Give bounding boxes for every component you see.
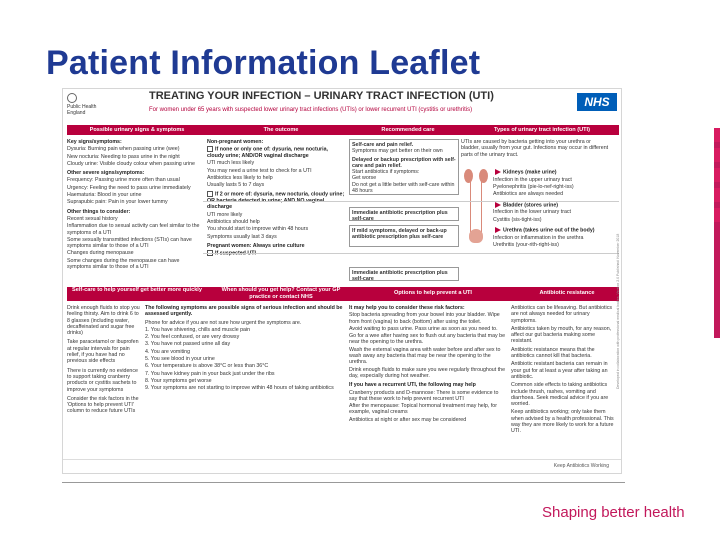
selfcare-item: Take paracetamol or ibuprofen at regular intervals for pain relief, if you have had no previous side effects [67,339,139,365]
care-3: Immediate antibiotic prescription plus self-care [352,210,448,223]
pregnant-label: Pregnant women: Always urine culture [207,242,305,249]
resistance-column [511,305,615,455]
patient-leaflet [62,88,622,474]
outcome-1-item: Usually lasts 5 to 7 days [207,182,265,189]
bottom-header-band [67,287,619,301]
recurrent-item: Cranberry products and D-mannose: There is some evidence to say that these work to help prevent recurrent UTI [349,389,499,402]
right-accent-bar [714,128,720,338]
when-help-item: 5. You see blood in your urine [145,356,215,363]
header-selfcare: Self-care to help yourself get better more quickly [72,287,202,293]
resistance-item: Antibiotic resistant bacteria can remain in your gut for at least a year after taking an antibiotic. [511,361,608,380]
key-signs-heading: Key signs/symptoms: [67,139,122,145]
prevent-item: Drink enough fluids to make sure you wee regularly throughout the day, especially during hot weather. [349,366,506,379]
outcome-1-item: UTI much less likely [207,160,255,167]
accent-stripe [714,208,720,222]
care-2: Delayed or backup prescription with self-care and pain relief. [352,156,456,169]
urethra-desc: Infection or inflammation in the urethra [493,234,584,241]
crest-icon [67,93,77,103]
care-4: If mild symptoms, delayed or back-up antibiotic prescription plus self-care [352,228,447,241]
signs-column [67,139,203,281]
key-sign: Cloudy urine: Visible cloudy colour when passing urine [67,160,195,167]
header-signs: Possible urinary signs & symptoms [89,127,185,133]
ureter-right [481,179,482,239]
accent-stripe [714,188,720,202]
resistance-item: Keep antibiotics working; only take them when advised by a health professional. This way they are more likely to work for a future UTI. [511,409,614,435]
bladder-desc: Infection in the lower urinary tract [493,209,572,216]
leaflet-header [63,89,622,123]
when-help-item: 8. Your symptoms get worse [145,377,212,384]
keep-antibiotics-working-logo: Keep Antibiotics Working [553,463,609,469]
other-sign: Frequency: Passing urine more often than usual [67,177,180,184]
resistance-item: Antibiotics can be lifesaving. But antibiotics are not always needed for urinary symptoms. [511,305,612,324]
resistance-item: Antibiotic resistance means that the antibiotics cannot kill that bacteria. [511,346,595,360]
side-note: Developed in collaboration with professional medical bodies. Version 2.0 Published: November 2018 [616,233,620,389]
accent-stripe [714,168,720,182]
outcome-1-item: Antibiotics less likely to help [207,174,273,181]
when-help-item: 2. You feel confused, or are very drowsy [145,334,240,341]
bladder-label: Bladder (stores urine) [503,202,559,208]
care-5: Immediate antibiotic prescription plus self-care [352,270,448,283]
accent-stripe [714,128,720,142]
outcome-2-item: UTI more likely [207,211,243,218]
prevent-column [349,305,507,455]
arrow-icon [495,202,501,208]
phe-logo [67,93,113,116]
kidney-left-icon [464,169,473,183]
resistance-item: Antibiotics taken by mouth, for any reason, affect our gut bacteria making some resistant. [511,325,612,345]
arrow-icon [495,169,501,175]
other-sign: Urgency: Feeling the need to pass urine immediately [67,184,191,191]
header-outcome: The outcome [263,127,299,133]
when-help-item: 9. Your symptoms are not starting to improve within 48 hours of taking antibiotics [145,385,334,392]
urethra-label: Urethra (takes urine out of the body) [503,227,595,234]
other-sign: Haematuria: Blood in your urine [67,192,142,199]
phe-logo-text: Public Health England [67,104,97,116]
header-care: Recommended care [381,127,435,133]
care-2-item: Start antibiotics if symptoms: [352,169,420,176]
care-1: Self-care and pain relief. [352,142,414,148]
when-help-column [145,305,345,455]
slide-title: Patient Information Leaflet [46,44,481,82]
leaflet-title: TREATING YOUR INFECTION – URINARY TRACT INFECTION (UTI) [149,90,494,102]
header-resistance: Antibiotic resistance [539,290,595,296]
urinary-tract-diagram [463,149,489,281]
section-divider [203,201,619,202]
key-sign: Dysuria: Burning pain when passing urine (wee) [67,146,180,153]
key-sign: New nocturia: Needing to pass urine in the night [67,153,180,160]
other-sign: Suprapubic pain: Pain in your lower tummy [67,199,168,206]
care-2-item: Get worse [352,175,377,182]
resistance-item: Common side effects to taking antibiotics include thrush, rashes, vomiting and diarrhoea. Seek medical advice if you are worried. [511,382,609,408]
outcome-column [207,139,345,281]
when-help-item: 7. You have kidney pain in your back just under the ribs [145,370,275,377]
care-box-4 [349,225,459,247]
care-box-5 [349,267,459,281]
kidney-item: Pyelonephritis (pie-lo-nef-right-iss) [493,184,574,190]
bladder-item: Cystitis (sis-tight-iss) [493,216,542,223]
leaflet-footer [63,459,622,473]
kidney-item: Antibiotics are always needed [493,191,564,198]
outcome-2-item: Symptoms usually last 3 days [207,233,277,240]
types-intro-text: UTIs are caused by bacteria getting into your urethra or bladder, usually from your gut. Infections may occur in different parts of the urinary tract. [461,139,609,158]
tagline: Shaping better health [542,504,685,521]
section-divider [203,253,619,254]
prevent-item: Stop bacteria spreading from your bowel into your bladder. Wipe from front (vagina) to back (bottom) after using the toilet. [349,312,500,325]
care-box-3 [349,207,459,221]
consider-item: Some sexually transmitted infections (STIs) can have symptoms similar to those of a UTI [67,236,192,250]
leaflet-subtitle: For women under 65 years with suspected lower urinary tract infections (UTIs) or lower recurrent UTI (cystitis or urethritis) [149,107,473,113]
consider-item: Inflammation due to sexual activity can feel similar to the symptoms of a UTI [67,223,200,236]
recurrent-item: After the menopause: Topical hormonal treatment may help, for example, vaginal creams [349,403,497,416]
outcome-2: If 2 or more of: dysuria, new nocturia, cloudy urine; discharge [207,191,345,211]
consider-item: Changes during menopause [67,250,134,257]
consider-heading: Other things to consider: [67,208,131,215]
arrow-icon [495,227,501,233]
header-when-help: When should you get help? Contact your GP practice or contact NHS [221,287,341,300]
outcome-1-item: You may need a urine test to check for a UTI [207,167,312,174]
urethra-item: Urethritis (your-rith-right-iss) [493,241,559,248]
recurrent-item: Antibiotics at night or after sex may be considered [349,416,467,423]
bladder-icon [469,229,483,243]
when-help-item: 3. You have not passed urine all day [145,341,231,348]
prevent-item: Wash the external vagina area with water before and after sex to wash away any bacteria that may be near the opening to the urethra. [349,346,501,366]
nhs-logo: NHS [577,93,617,111]
non-pregnant-label: Non-pregnant women: [207,139,264,145]
checkbox-icon [207,191,213,197]
checkbox-icon [207,146,213,152]
prevent-item: Avoid waiting to pass urine. Pass urine as soon as you need to. [349,325,498,332]
selfcare-item: There is currently no evidence to support taking cranberry products or cystitis sachets to improve your symptoms [67,367,138,393]
header-types: Types of urinary tract infection (UTI) [494,127,590,133]
slide-divider [62,482,625,483]
prevent-intro: It may help you to consider these risk factors: [349,305,465,311]
when-help-item: 6. Your temperature is above 38°C or less than 36°C [145,363,269,370]
other-signs-heading: Other severe signs/symptoms: [67,170,145,177]
selfcare-column [67,305,141,455]
consider-item: Recent sexual history [67,215,118,222]
when-help-sub: Phone for advice if you are not sure how urgent the symptoms are. [145,319,302,326]
types-column [493,169,613,283]
kidney-desc: Infection in the upper urinary tract [493,176,572,183]
when-help-intro: The following symptoms are possible signs of serious infection and should be assessed urgently. [145,305,343,318]
header-prevent: Options to help prevent a UTI [393,290,472,296]
outcome-2-item: You should start to improve within 48 hours [207,226,309,233]
kidney-label: Kidneys (make urine) [503,169,557,176]
top-header-band [67,125,619,135]
care-2-item: Do not get a little better with self-care within 48 hours [352,181,455,195]
recurrent-heading: If you have a recurrent UTI, the following may help [349,382,476,389]
selfcare-item: Consider the risk factors in the 'Options to help prevent UTI' column to reduce future UTIs [67,395,139,415]
when-help-item: 4. You are vomiting [145,348,191,355]
consider-item: Some changes during the menopause can have symptoms similar to those of a UTI [67,257,180,271]
care-box-1 [349,139,459,195]
outcome-2-item: Antibiotics should help [207,219,260,226]
prevent-item: Go for a wee after having sex to flush out any bacteria that may be near the opening to the urethra. [349,333,506,346]
selfcare-item: Drink enough fluids to stop you feeling thirsty. Aim to drink 6 to 8 glasses (including water, decaffeinated and sugar free drinks) [67,305,140,337]
when-help-item: 1. You have shivering, chills and muscle pain [145,326,251,333]
outcome-1: If none or only one of: dysuria, new nocturia, cloudy urine; AND/OR vaginal discharge [207,146,329,159]
accent-stripe [714,148,720,162]
care-1-item: Symptoms may get better on their own [352,148,443,155]
